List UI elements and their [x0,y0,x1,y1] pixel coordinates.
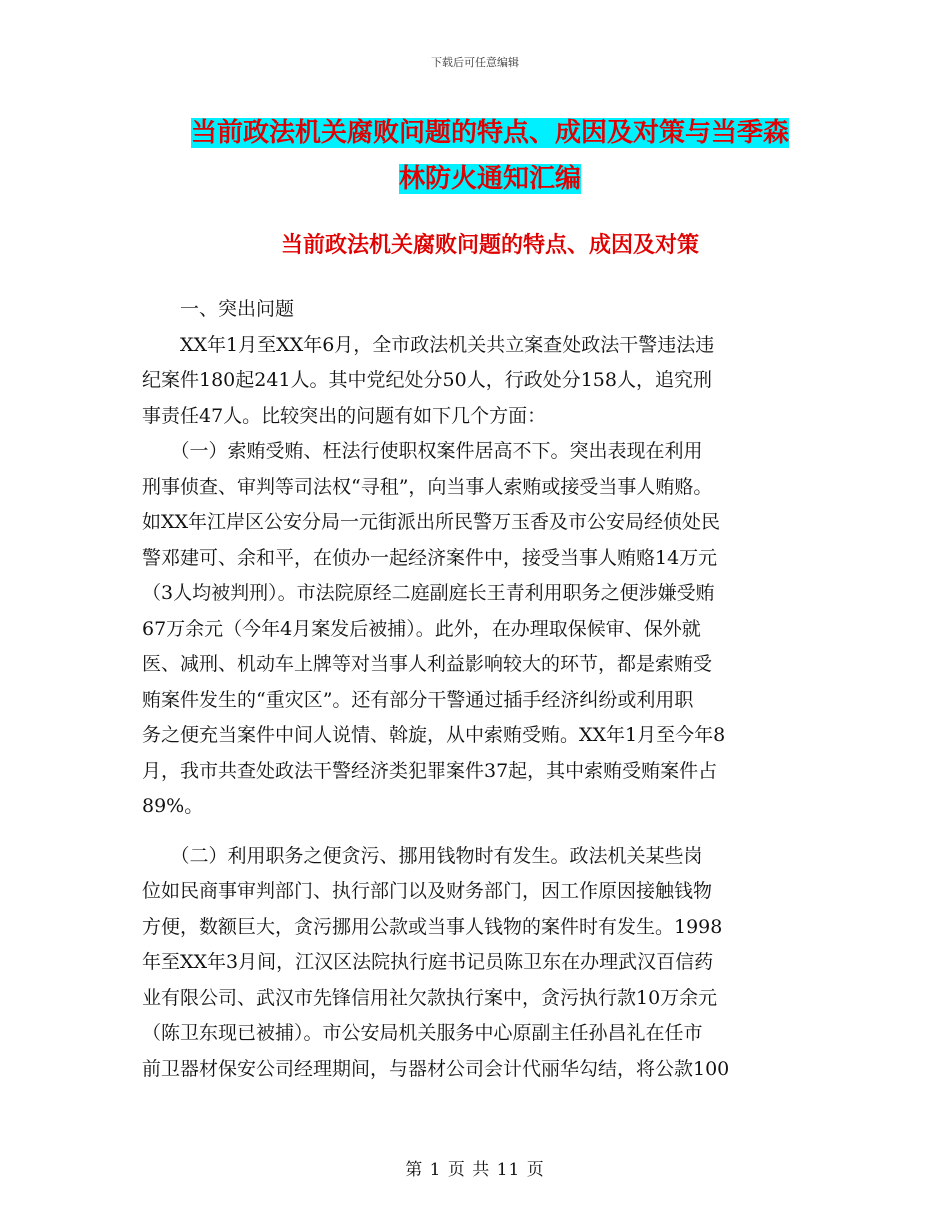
paragraph [142,328,808,435]
page-footer: 第 1 页 共 11 页 [405,1160,545,1180]
text-line: 事责任47人。比较突出的问题有如下几个方面： [142,404,547,427]
text-line: 业有限公司、武汉市先锋信用社欠款执行案中，贪污执行款10万余元 [142,986,718,1009]
text-line: 89%。 [142,795,204,817]
text-line: 方便，数额巨大，贪污挪用公款或当事人钱物的案件时有发生。1998 [142,915,723,938]
text-line: 纪案件180起241人。其中党纪处分50人，行政处分158人，追究刑 [142,369,712,391]
text-line: XX年1月至XX年6月，全市政法机关共立案查处政法干警违法违 [142,333,715,356]
body-text [142,292,808,1087]
text-line: 如XX年江岸区公安分局一元街派出所民警万玉香及市公安局经侦处民 [142,511,721,533]
text-line: 位如民商事审判部门、执行部门以及财务部门，因工作原因接触钱物 [142,880,713,902]
document-title [140,110,840,202]
paragraph [142,434,808,825]
text-line: （3人均被判刑）。市法院原经二庭副庭长王青利用职务之便涉嫌受贿 [142,582,715,604]
text-line: 医、减刑、机动车上牌等对当事人利益影响较大的环节，都是索贿受 [142,653,713,675]
text-line: 月，我市共查处政法干警经济类犯罪案件37起，其中索贿受贿案件占 [142,759,718,782]
text-line: 67万余元（今年4月案发后被捕）。此外，在办理取保候审、保外就 [142,617,701,640]
text-line: （陈卫东现已被捕）。市公安局机关服务中心原副主任孙昌礼在任市 [142,1022,703,1044]
text-line: 警邓建可、余和平，在侦办一起经济案件中，接受当事人贿赂14万元 [142,546,718,569]
header-note: 下载后可任意编辑 [431,56,519,69]
paragraph [142,839,808,1088]
text-line: 贿案件发生的“重灾区”。还有部分干警通过插手经济纠纷或利用职 [142,688,694,711]
title-line-2: 林防火通知汇编 [398,164,581,194]
text-line: 刑事侦查、审判等司法权“寻租”，向当事人索贿或接受当事人贿赂。 [142,475,713,498]
text-line: （二）利用职务之便贪污、挪用钱物时有发生。政法机关某些岗 [142,844,703,867]
text-line: 务之便充当案件中间人说情、斡旋，从中索贿受贿。XX年1月至今年8 [142,724,726,746]
text-line: 一、突出问题 [142,298,295,320]
text-line: 前卫器材保安公司经理期间，与器材公司会计代丽华勾结，将公款100 [142,1057,730,1080]
section-title: 当前政法机关腐败问题的特点、成因及对策 [280,233,699,258]
title-line-1: 当前政法机关腐败问题的特点、成因及对策与当季森 [190,118,789,148]
text-line: 年至XX年3月间，江汉区法院执行庭书记员陈卫东在办理武汉百信药 [142,951,714,973]
paragraph [142,292,808,328]
text-line: （一）索贿受贿、枉法行使职权案件居高不下。突出表现在利用 [142,440,703,462]
